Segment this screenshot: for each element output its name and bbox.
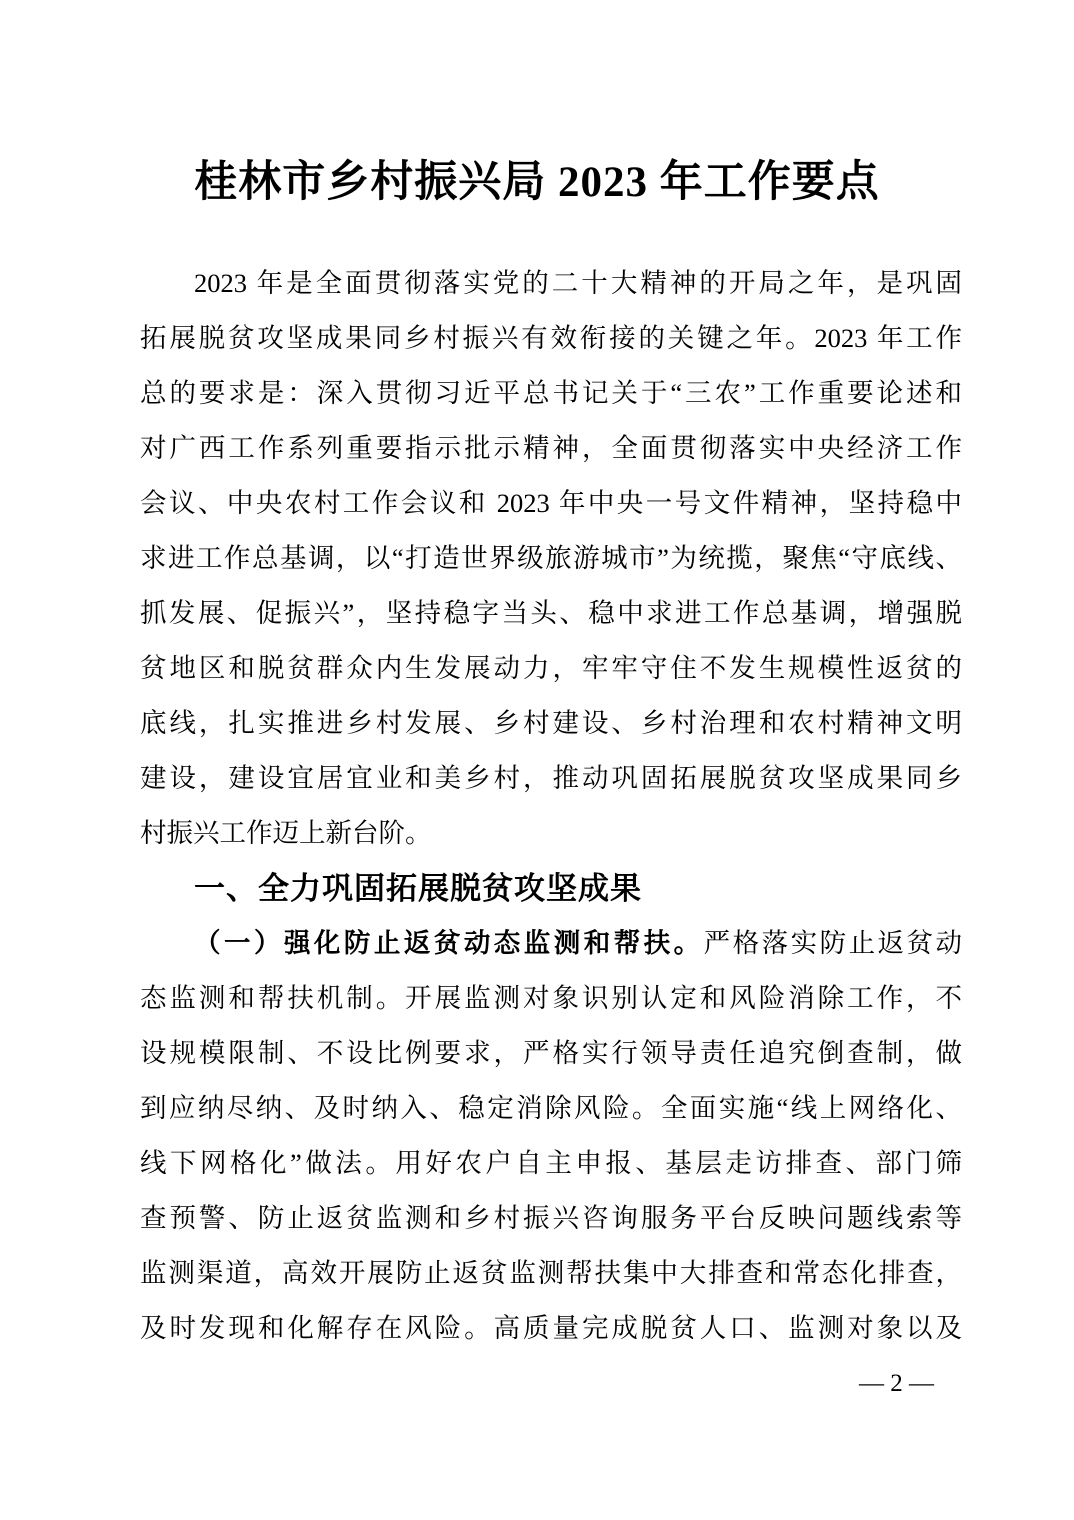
text-line: 2023 年是全面贯彻落实党的二十大精神的开局之年，是巩固	[194, 268, 962, 298]
text-line	[140, 916, 962, 971]
text-line: 线下网格化”做法。用好农户自主申报、基层走访排查、部门筛	[140, 1148, 962, 1178]
text-line: 会议、中央农村工作会议和 2023 年中央一号文件精神，坚持稳中	[140, 488, 962, 518]
text-line: 查预警、防止返贫监测和乡村振兴咨询服务平台反映问题线索等	[140, 1203, 962, 1233]
page-number: — 2 —	[859, 1370, 934, 1397]
text-line: 底线，扎实推进乡村发展、乡村建设、乡村治理和农村精神文明	[140, 708, 962, 738]
text-line: 设规模限制、不设比例要求，严格实行领导责任追究倒查制，做	[140, 1038, 962, 1068]
text-line: 贫地区和脱贫群众内生发展动力，牢牢守住不发生规模性返贫的	[140, 653, 962, 683]
text-line: 村振兴工作迈上新台阶。	[140, 818, 432, 848]
text-line: 对广西工作系列重要指示批示精神，全面贯彻落实中央经济工作	[140, 433, 962, 463]
section-heading: 一、全力巩固拓展脱贫攻坚成果	[194, 871, 642, 906]
text-line: 求进工作总基调，以“打造世界级旅游城市”为统揽，聚焦“守底线、	[140, 543, 962, 573]
text-line: 及时发现和化解存在风险。高质量完成脱贫人口、监测对象以及	[140, 1313, 962, 1343]
text-line: 总的要求是：深入贯彻习近平总书记关于“三农”工作重要论述和	[140, 378, 962, 408]
text-line: 监测渠道，高效开展防止返贫监测帮扶集中大排查和常态化排查，	[140, 1258, 962, 1288]
text-line: 到应纳尽纳、及时纳入、稳定消除风险。全面实施“线上网络化、	[140, 1093, 962, 1123]
text-line: 建设，建设宜居宜业和美乡村，推动巩固拓展脱贫攻坚成果同乡	[140, 763, 962, 793]
text-line: 抓发展、促振兴”，坚持稳字当头、稳中求进工作总基调，增强脱	[140, 598, 962, 628]
document-title: 桂林市乡村振兴局 2023 年工作要点	[194, 159, 880, 206]
text-run: 严格落实防止返贫动	[703, 928, 962, 958]
document-body	[140, 256, 962, 1356]
text-line: 态监测和帮扶机制。开展监测对象识别认定和风险消除工作，不	[140, 983, 962, 1013]
text-line: 拓展脱贫攻坚成果同乡村振兴有效衔接的关键之年。2023 年工作	[140, 323, 962, 353]
subsection-heading-bold: （一）强化防止返贫动态监测和帮扶。	[194, 928, 704, 958]
